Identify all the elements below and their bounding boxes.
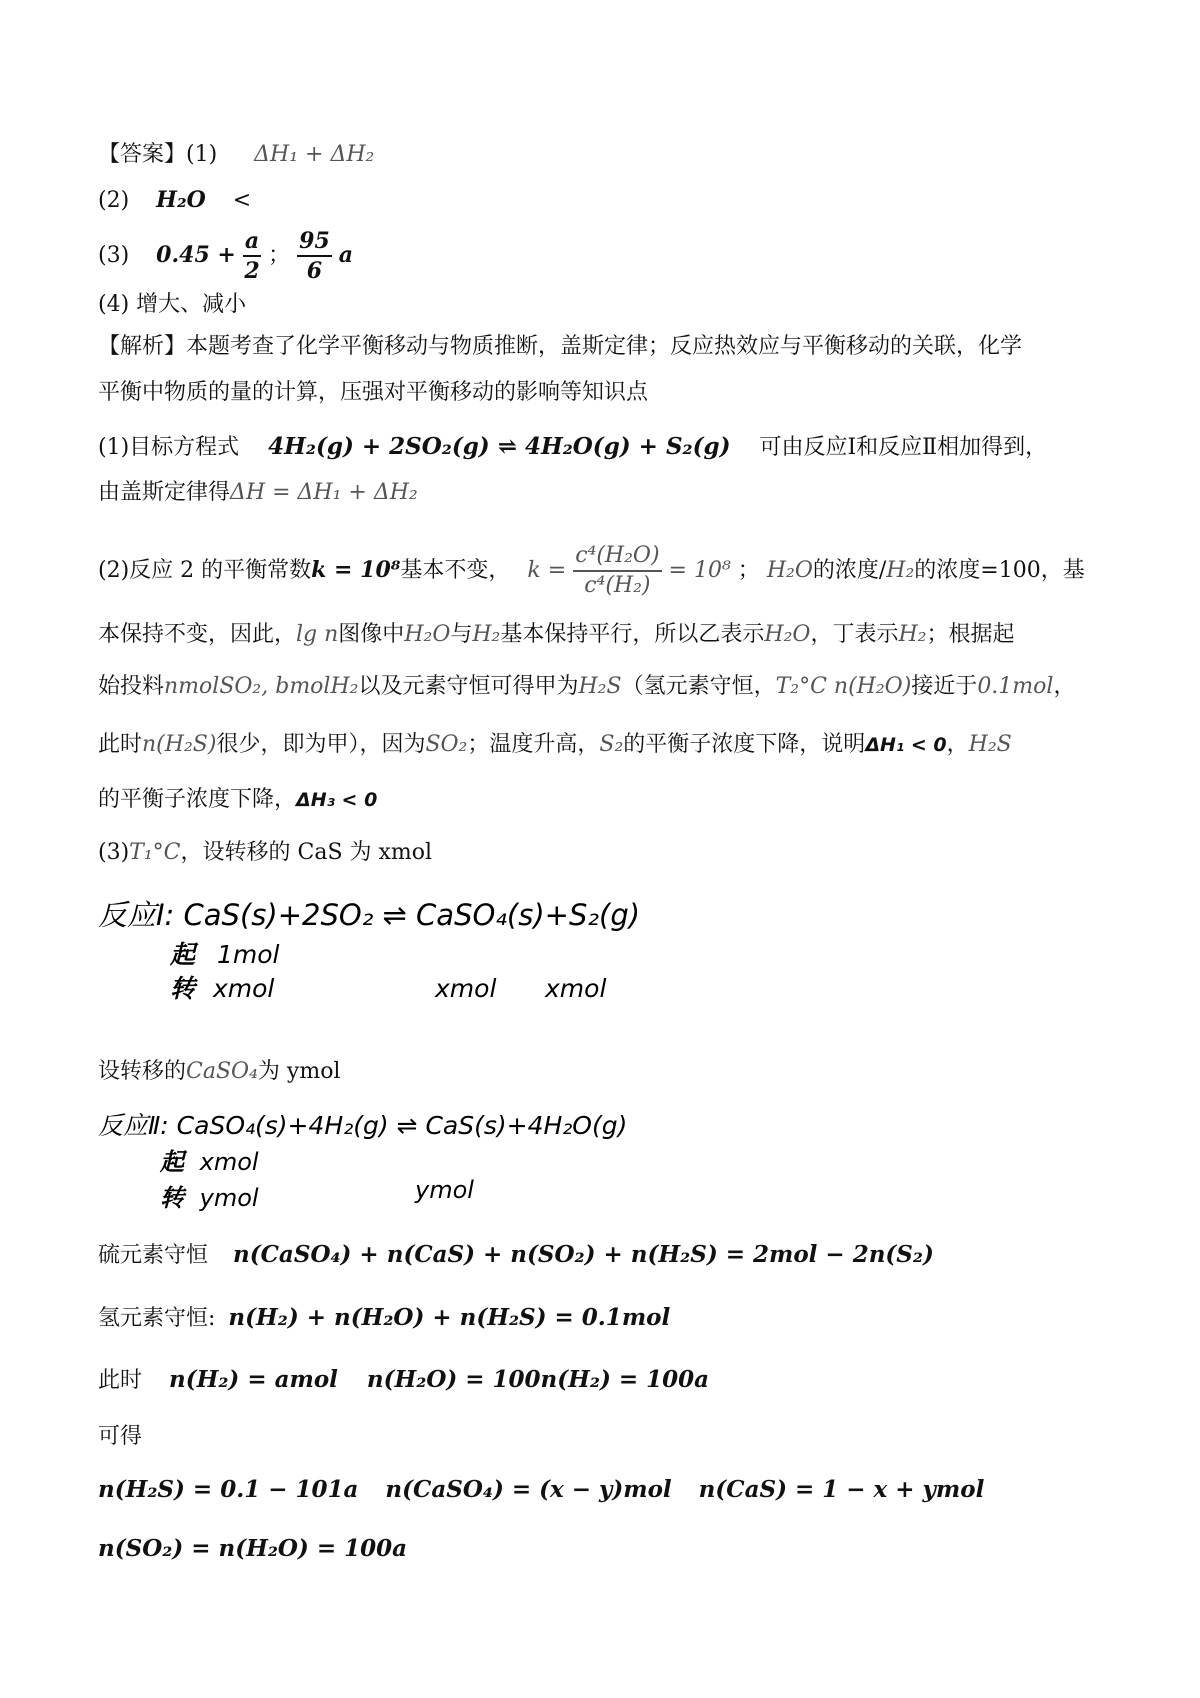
analysis-p3-line-1 [98, 838, 432, 868]
hw2-trans-val: ymol [199, 1184, 259, 1212]
hw2-start-val: xmol [199, 1148, 259, 1176]
hw1-start-row [170, 939, 279, 971]
p2-frac-lhs: k = [527, 558, 567, 583]
hw1-start-val: 1mol [216, 940, 280, 969]
answer-label: 【答案】(1) [98, 142, 218, 167]
p2f-t2: 很少，即为甲），因为 [216, 732, 426, 757]
answer-line-4: (4) 增大、减小 [98, 292, 247, 317]
r1-eq1: n(H₂S) = 0.1 − 101a [98, 1476, 359, 1503]
r1-eq2: n(CaSO₄) = (x − y)mol [385, 1476, 672, 1503]
s-eq: n(CaSO₄) + n(CaS) + n(SO₂) + n(H₂S) = 2mol − 2n(S₂) [233, 1241, 934, 1268]
answer-line-1 [98, 140, 374, 170]
p2d-m1: lg n [296, 622, 339, 647]
p3-t2: ，设转移的 CaS 为 xmol [180, 840, 433, 865]
analysis-p1-line-2 [98, 478, 418, 508]
p2-frac-rhs: = 10⁸ [668, 558, 731, 583]
p2-frac-num: c⁴(H₂O) [573, 542, 661, 572]
p2d-m5: H₂ [898, 622, 927, 647]
r1-eq3: n(CaS) = 1 − x + ymol [698, 1476, 985, 1503]
p2e-t1: 始投料 [98, 674, 165, 699]
now-eq1: n(H₂) = amol [169, 1366, 338, 1393]
handwritten-reaction-1 [98, 895, 641, 1003]
p2e-t3: （氢元素守恒， [621, 674, 776, 699]
p2-m2: H₂ [886, 558, 915, 583]
analysis-p4-line [98, 1057, 340, 1087]
p2d-t2: 图像中 [338, 622, 405, 647]
analysis-p2-line-4 [98, 730, 1012, 760]
p4-t2: 为 ymol [257, 1059, 341, 1084]
p2e-m2: H₂S [578, 674, 622, 699]
hw2-start-label: 起 [160, 1148, 184, 1176]
p2d-t5: ，丁表示 [810, 622, 899, 647]
p1-text-2: 可由反应Ⅰ和反应Ⅱ相加得到， [759, 435, 1048, 460]
r2-eq: n(SO₂) = n(H₂O) = 100a [98, 1535, 408, 1562]
hw2-trans-row [160, 1176, 560, 1214]
answer-2-math: H₂O [156, 187, 206, 213]
analysis-p2-line-3 [98, 672, 1075, 702]
now-eq2: n(H₂O) = 100n(H₂) = 100a [366, 1366, 710, 1393]
handwritten-reaction-2 [98, 1108, 628, 1212]
answer-3-math: 0.45 + [156, 242, 236, 268]
p2f-m4: ΔH₁ < 0 [865, 734, 947, 756]
p1-math: ΔH = ΔH₁ + ΔH₂ [230, 480, 418, 505]
hw1-trans-row [170, 973, 690, 1005]
p2e-t5: ， [1053, 674, 1076, 699]
answer-2-sign: < [232, 188, 252, 213]
frac1-den: 2 [244, 258, 260, 284]
analysis-line-2: 平衡中物质的量的计算，压强对平衡移动的影响等知识点 [98, 380, 649, 405]
p2-t2: 的浓度=100，基 [914, 558, 1085, 583]
p2d-t6: ；根据起 [926, 622, 1015, 647]
now-line [98, 1365, 709, 1396]
p2-frac-den: c⁴(H₂) [584, 573, 651, 598]
p2-sep: ； [737, 558, 760, 583]
sulfur-conservation-line [98, 1240, 934, 1271]
hw2-reaction: 反应Ⅱ: CaSO₄(s)+4H₂(g) ⇌ CaS(s)+4H₂O(g) [98, 1111, 628, 1140]
hw2-trans-label: 转 [160, 1184, 184, 1212]
p2e-m4: 0.1mol [977, 674, 1054, 699]
answer-3-var: a [338, 242, 354, 268]
answer-1-math: ΔH₁ + ΔH₂ [254, 142, 375, 167]
p2e-t2: 以及元素守恒可得甲为 [358, 674, 579, 699]
analysis-p2-line-5 [98, 785, 377, 815]
p1-equation: 4H₂(g) + 2SO₂(g) ⇌ 4H₂O(g) + S₂(g) [268, 433, 731, 460]
frac2-num: 95 [297, 227, 332, 257]
analysis-line-1: 【解析】本题考查了化学平衡移动与物质推断，盖斯定律；反应热效应与平衡移动的关联，化学 [98, 334, 1023, 359]
answer-line-2 [98, 185, 251, 216]
p2f-m1: n(H₂S) [142, 732, 217, 757]
hw2-trans-val-2: ymol [415, 1176, 474, 1204]
p2g-m1: ΔH₃ < 0 [296, 789, 378, 811]
p2f-m2: SO₂ [425, 732, 468, 757]
result-line-2 [98, 1534, 407, 1565]
answer-2-label: (2) [98, 188, 130, 213]
analysis-p1-line-1 [98, 432, 1047, 463]
p2-text: (2)反应 2 的平衡常数 [98, 558, 312, 583]
frac1-num: a [243, 227, 261, 257]
p2-k: k = 10⁸ [311, 557, 401, 583]
p2d-m2: H₂O [404, 622, 451, 647]
p2e-m1: nmolSO₂, bmolH₂ [164, 674, 359, 699]
result-line-1 [98, 1475, 984, 1506]
p4-m1: CaSO₄ [186, 1059, 258, 1084]
p2f-t5: ， [946, 732, 969, 757]
h-label: 氢元素守恒: [98, 1306, 216, 1331]
p2d-t3: 与 [450, 622, 473, 647]
p2f-t4: 的平衡子浓度下降，说明 [623, 732, 866, 757]
h-eq: n(H₂) + n(H₂O) + n(H₂S) = 0.1mol [228, 1304, 671, 1331]
p4-t1: 设转移的 [98, 1059, 187, 1084]
hw1-reaction: 反应Ⅰ: CaS(s)+2SO₂ ⇌ CaSO₄(s)+S₂(g) [98, 898, 641, 932]
hw1-trans-val-2: xmol [435, 974, 497, 1003]
p2-text-2: 基本不变， [400, 558, 511, 583]
get-line: 可得 [98, 1424, 143, 1449]
p3-m1: T₁°C [129, 840, 181, 865]
p2-m1: H₂O [766, 558, 813, 583]
answer-3-sep: ； [268, 243, 291, 268]
analysis-p2-line-1 [98, 540, 1085, 601]
p2f-t1: 此时 [98, 732, 143, 757]
answer-3-label: (3) [98, 243, 130, 268]
p2d-t1: 本保持不变，因此， [98, 622, 297, 647]
hw2-start-row [160, 1146, 259, 1178]
now-label: 此时 [98, 1368, 143, 1393]
p2d-t4: 基本保持平行，所以乙表示 [500, 622, 765, 647]
p2-frac [573, 542, 661, 600]
hw1-trans-val-3: xmol [545, 974, 607, 1003]
p2f-m3: S₂ [599, 732, 624, 757]
frac2-den: 6 [306, 258, 323, 284]
p1-text: (1)目标方程式 [98, 435, 240, 460]
hydrogen-conservation-line [98, 1303, 670, 1334]
p2f-t3: ；温度升高， [467, 732, 600, 757]
answer-3-frac-2 [297, 227, 332, 285]
hw1-trans-val: xmol [212, 974, 275, 1003]
p1-text-3: 由盖斯定律得 [98, 480, 231, 505]
p2d-m4: H₂O [764, 622, 811, 647]
p2d-m3: H₂ [472, 622, 501, 647]
p2-t1: 的浓度/ [812, 558, 887, 583]
hw1-trans-label: 转 [170, 974, 196, 1003]
analysis-p2-line-2 [98, 620, 1015, 650]
answer-line-3 [98, 225, 353, 286]
p2e-m3: T₂°C n(H₂O) [775, 674, 912, 699]
s-label: 硫元素守恒 [98, 1243, 209, 1268]
p2f-m5: H₂S [968, 732, 1012, 757]
hw1-start-label: 起 [170, 940, 196, 969]
p3-t1: (3) [98, 840, 130, 865]
answer-3-frac-1 [243, 227, 261, 285]
p2e-t4: 接近于 [911, 674, 978, 699]
p2g-t1: 的平衡子浓度下降， [98, 787, 297, 812]
